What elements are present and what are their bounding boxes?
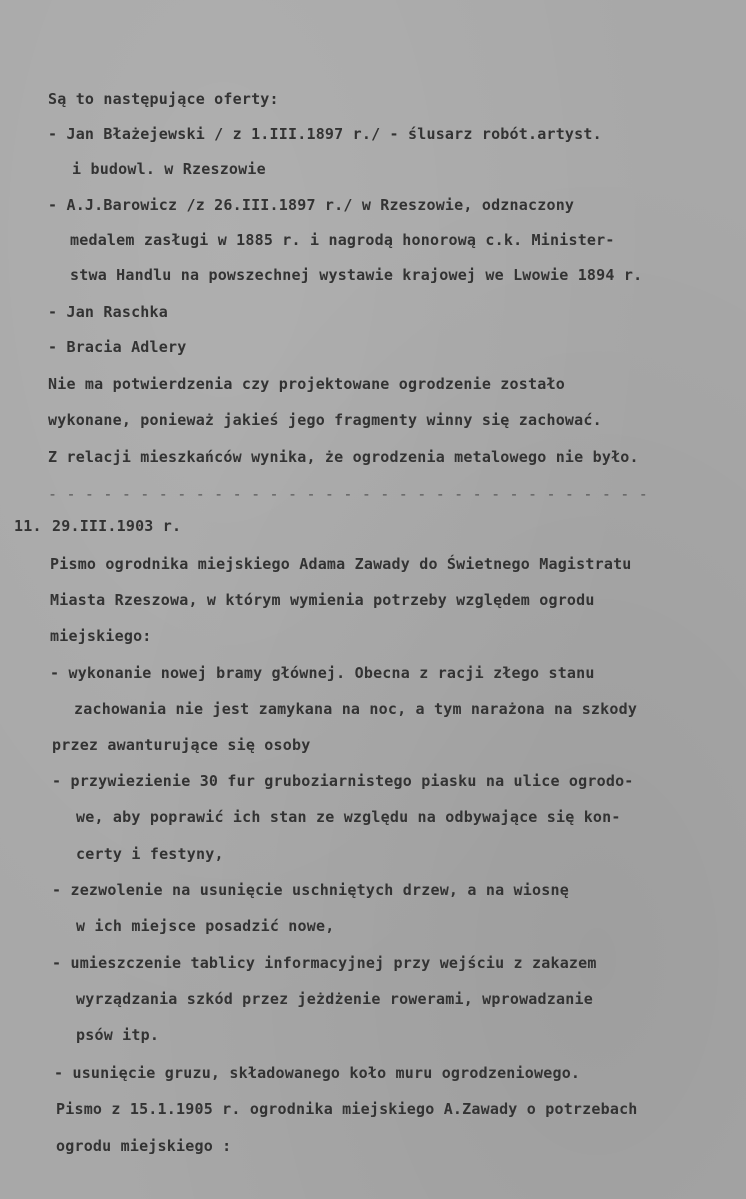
- letter-line: wyrządzania szkód przez jeżdżenie rowerami, wprowadzanie: [76, 990, 593, 1008]
- letter-line: ogrodu miejskiego :: [56, 1137, 232, 1155]
- offer-line: - A.J.Barowicz /z 26.III.1897 r./ w Rzeszowie, odznaczony: [48, 196, 575, 214]
- letter-line: przez awanturujące się osoby: [52, 736, 311, 754]
- letter-line: miejskiego:: [50, 627, 152, 645]
- section-separator: - - - - - - - - - - - - - - - - - - - - - - - - - - - - - - - - -: [48, 485, 648, 503]
- offer-line: i budowl. w Rzeszowie: [72, 160, 266, 178]
- letter-line: certy i festyny,: [76, 845, 224, 863]
- note-line: Z relacji mieszkańców wynika, że ogrodzenia metalowego nie było.: [48, 448, 639, 466]
- letter-line: Pismo z 15.1.1905 r. ogrodnika miejskiego A.Zawady o potrzebach: [56, 1100, 638, 1118]
- offer-line: - Bracia Adlery: [48, 338, 187, 356]
- offer-line: stwa Handlu na powszechnej wystawie krajowej we Lwowie 1894 r.: [70, 266, 643, 284]
- section-date: 29.III.1903 r.: [52, 517, 182, 535]
- letter-line: - zezwolenie na usunięcie uschniętych drzew, a na wiosnę: [52, 881, 569, 899]
- letter-line: w ich miejsce posadzić nowe,: [76, 917, 335, 935]
- letter-line: - usunięcie gruzu, składowanego koło muru ogrodzeniowego.: [54, 1064, 581, 1082]
- offer-line: - Jan Błażejewski / z 1.III.1897 r./ - ślusarz robót.artyst.: [48, 125, 602, 143]
- offer-line: medalem zasługi w 1885 r. i nagrodą honorową c.k. Minister-: [70, 231, 615, 249]
- letter-line: - przywiezienie 30 fur gruboziarnistego piasku na ulice ogrodo-: [52, 772, 634, 790]
- letter-line: Pismo ogrodnika miejskiego Adama Zawady do Świetnego Magistratu: [50, 555, 632, 573]
- letter-line: we, aby poprawić ich stan ze względu na odbywające się kon-: [76, 808, 621, 826]
- letter-line: zachowania nie jest zamykana na noc, a tym narażona na szkody: [74, 700, 638, 718]
- note-line: Nie ma potwierdzenia czy projektowane ogrodzenie zostało: [48, 375, 565, 393]
- letter-line: - wykonanie nowej bramy głównej. Obecna z racji złego stanu: [50, 664, 595, 682]
- letter-line: Miasta Rzeszowa, w którym wymienia potrzeby względem ogrodu: [50, 591, 595, 609]
- letter-line: - umieszczenie tablicy informacyjnej przy wejściu z zakazem: [52, 954, 597, 972]
- note-line: wykonane, ponieważ jakieś jego fragmenty winny się zachować.: [48, 411, 602, 429]
- letter-line: psów itp.: [76, 1026, 160, 1044]
- section-number: 11.: [14, 517, 42, 535]
- offers-intro: Są to następujące oferty:: [48, 90, 279, 108]
- offer-line: - Jan Raschka: [48, 303, 168, 321]
